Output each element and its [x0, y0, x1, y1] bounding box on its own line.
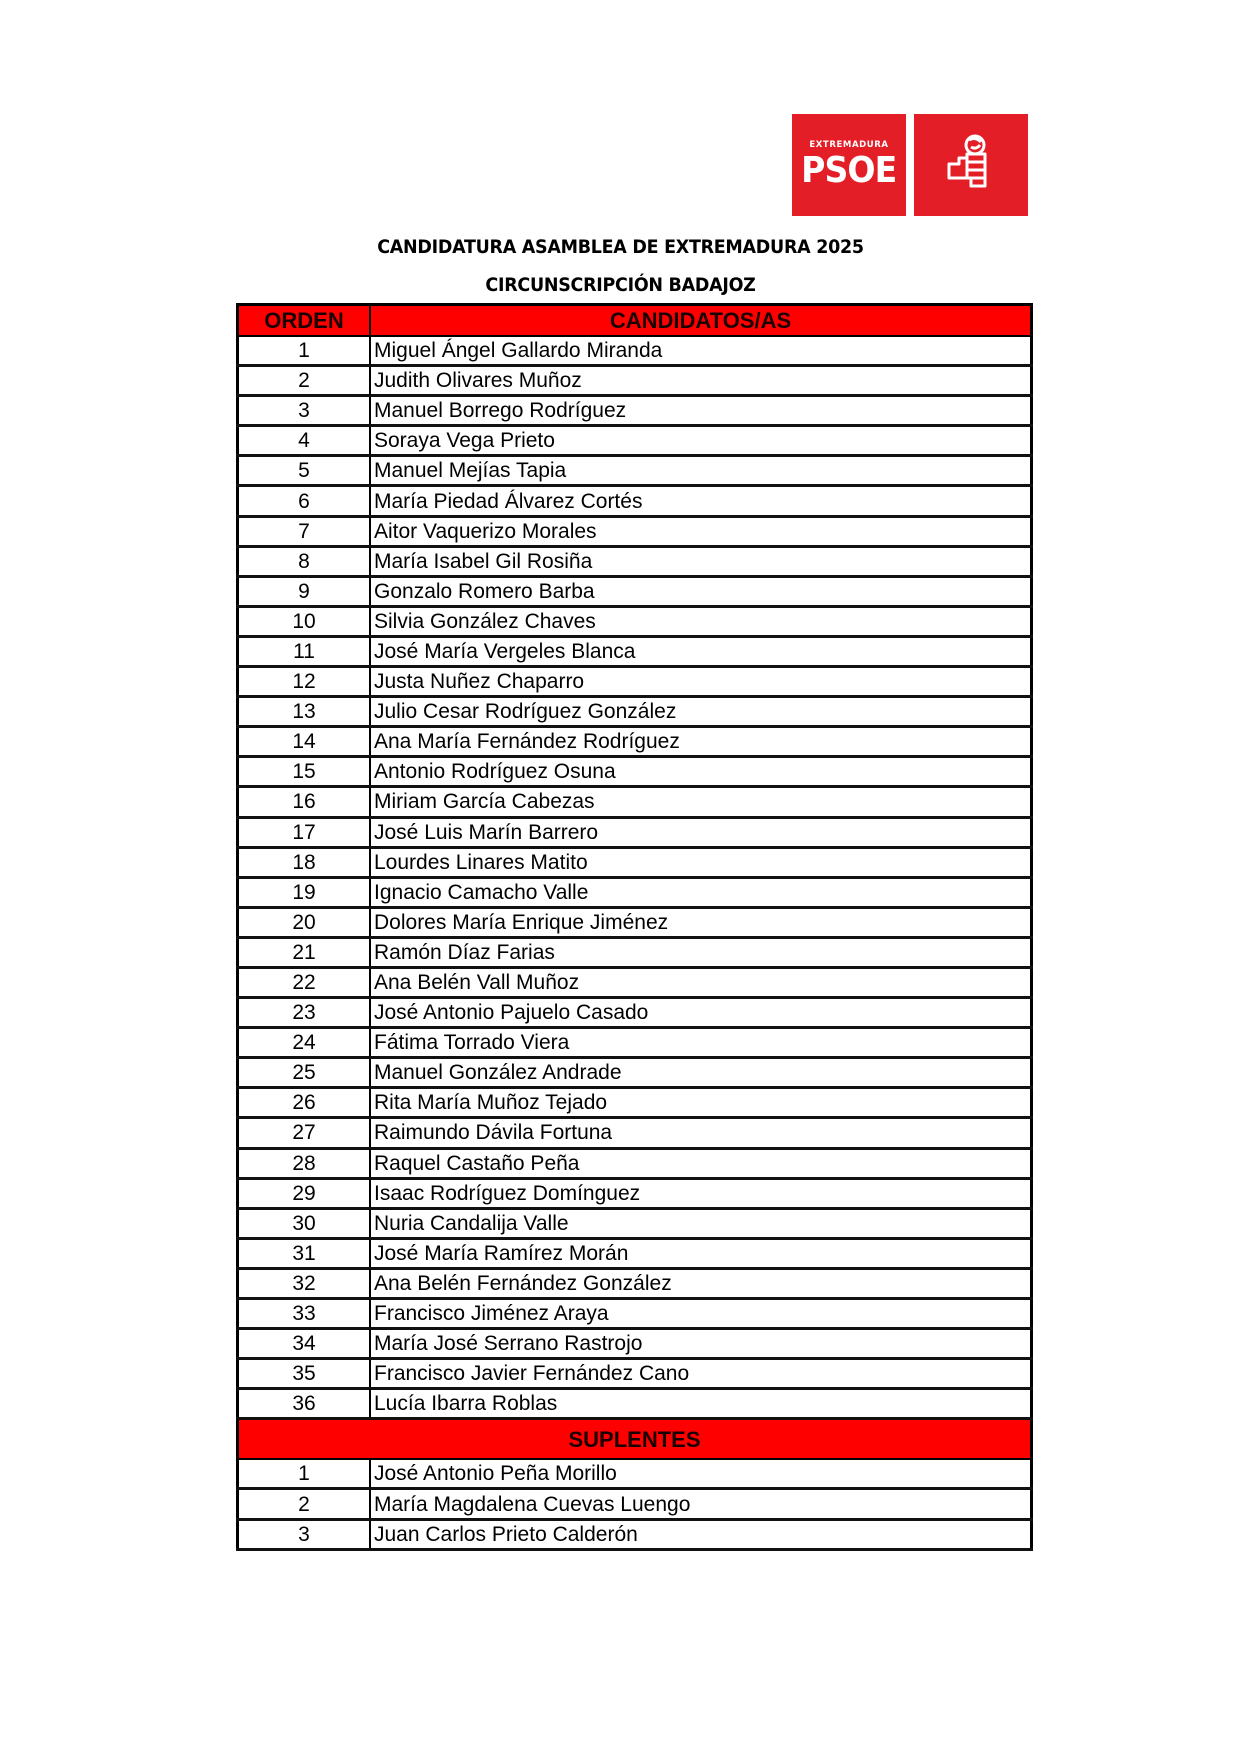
order-cell: 2 [238, 366, 371, 396]
name-cell: Justa Nuñez Chaparro [370, 667, 1032, 697]
name-cell: Raimundo Dávila Fortuna [370, 1118, 1032, 1148]
name-cell: José María Ramírez Morán [370, 1238, 1032, 1268]
candidate-row [238, 1268, 1032, 1298]
name-cell: María José Serrano Rastrojo [370, 1329, 1032, 1359]
candidate-row [238, 336, 1032, 366]
name-cell: Judith Olivares Muñoz [370, 366, 1032, 396]
order-cell: 4 [238, 426, 371, 456]
candidate-row [238, 1148, 1032, 1178]
name-cell: José María Vergeles Blanca [370, 636, 1032, 666]
name-cell: Ana Belén Fernández González [370, 1268, 1032, 1298]
logo-party: PSOE [801, 150, 897, 191]
candidates-body [238, 336, 1032, 1419]
name-cell: Antonio Rodríguez Osuna [370, 757, 1032, 787]
candidate-row [238, 727, 1032, 757]
order-cell: 36 [238, 1389, 371, 1419]
name-cell: Aitor Vaquerizo Morales [370, 516, 1032, 546]
candidate-row [238, 486, 1032, 516]
order-cell: 9 [238, 576, 371, 606]
substitutes-body [238, 1459, 1032, 1549]
substitute-row [238, 1459, 1032, 1489]
order-cell: 3 [238, 1519, 371, 1549]
order-cell: 33 [238, 1299, 371, 1329]
name-cell: Raquel Castaño Peña [370, 1148, 1032, 1178]
order-cell: 2 [238, 1489, 371, 1519]
name-cell: Rita María Muñoz Tejado [370, 1088, 1032, 1118]
order-cell: 11 [238, 636, 371, 666]
candidate-row [238, 667, 1032, 697]
document-title: CANDIDATURA ASAMBLEA DE EXTREMADURA 2025 [377, 236, 864, 258]
order-cell: 24 [238, 1028, 371, 1058]
order-cell: 7 [238, 516, 371, 546]
column-header-candidates: CANDIDATOS/AS [370, 305, 1032, 337]
name-cell: Ana Belén Vall Muñoz [370, 967, 1032, 997]
order-cell: 13 [238, 697, 371, 727]
candidate-row [238, 757, 1032, 787]
order-cell: 27 [238, 1118, 371, 1148]
order-cell: 19 [238, 877, 371, 907]
name-cell: Francisco Jiménez Araya [370, 1299, 1032, 1329]
candidate-row [238, 697, 1032, 727]
logo-region: EXTREMADURA [809, 140, 889, 150]
order-cell: 16 [238, 787, 371, 817]
substitutes-header: SUPLENTES [238, 1419, 1032, 1460]
candidate-row [238, 1118, 1032, 1148]
psoe-extremadura-logo [792, 114, 1028, 216]
order-cell: 32 [238, 1268, 371, 1298]
order-cell: 14 [238, 727, 371, 757]
order-cell: 12 [238, 667, 371, 697]
candidate-row [238, 606, 1032, 636]
candidate-row [238, 877, 1032, 907]
name-cell: Ramón Díaz Farias [370, 937, 1032, 967]
candidate-row [238, 1299, 1032, 1329]
order-cell: 28 [238, 1148, 371, 1178]
name-cell: María Piedad Álvarez Cortés [370, 486, 1032, 516]
order-cell: 30 [238, 1208, 371, 1238]
name-cell: Juan Carlos Prieto Calderón [370, 1519, 1032, 1549]
candidate-row [238, 1178, 1032, 1208]
candidates-table [236, 303, 1033, 1551]
name-cell: Nuria Candalija Valle [370, 1208, 1032, 1238]
substitutes-header-row [238, 1419, 1032, 1460]
candidate-row [238, 967, 1032, 997]
order-cell: 6 [238, 486, 371, 516]
candidate-row [238, 1088, 1032, 1118]
candidate-row [238, 937, 1032, 967]
document-subtitle: CIRCUNSCRIPCIÓN BADAJOZ [485, 274, 756, 296]
name-cell: Silvia González Chaves [370, 606, 1032, 636]
name-cell: Lourdes Linares Matito [370, 847, 1032, 877]
order-cell: 22 [238, 967, 371, 997]
order-cell: 20 [238, 907, 371, 937]
candidate-row [238, 636, 1032, 666]
candidate-row [238, 817, 1032, 847]
order-cell: 26 [238, 1088, 371, 1118]
table-header-row [238, 305, 1032, 337]
order-cell: 1 [238, 1459, 371, 1489]
candidate-row [238, 1389, 1032, 1419]
name-cell: Ana María Fernández Rodríguez [370, 727, 1032, 757]
order-cell: 23 [238, 998, 371, 1028]
order-cell: 1 [238, 336, 371, 366]
order-cell: 29 [238, 1178, 371, 1208]
candidate-row [238, 907, 1032, 937]
name-cell: Miriam García Cabezas [370, 787, 1032, 817]
candidate-row [238, 1208, 1032, 1238]
name-cell: Manuel Borrego Rodríguez [370, 396, 1032, 426]
candidate-row [238, 787, 1032, 817]
name-cell: Manuel González Andrade [370, 1058, 1032, 1088]
name-cell: Soraya Vega Prieto [370, 426, 1032, 456]
name-cell: Lucía Ibarra Roblas [370, 1389, 1032, 1419]
candidate-row [238, 516, 1032, 546]
candidate-row [238, 998, 1032, 1028]
name-cell: Manuel Mejías Tapia [370, 456, 1032, 486]
candidate-row [238, 456, 1032, 486]
name-cell: José Antonio Peña Morillo [370, 1459, 1032, 1489]
candidate-row [238, 1028, 1032, 1058]
candidate-row [238, 1238, 1032, 1268]
order-cell: 18 [238, 847, 371, 877]
substitute-row [238, 1519, 1032, 1549]
candidate-row [238, 546, 1032, 576]
order-cell: 3 [238, 396, 371, 426]
order-cell: 8 [238, 546, 371, 576]
column-header-order: ORDEN [238, 305, 371, 337]
name-cell: Miguel Ángel Gallardo Miranda [370, 336, 1032, 366]
name-cell: Gonzalo Romero Barba [370, 576, 1032, 606]
candidate-row [238, 847, 1032, 877]
fist-and-rose-icon [914, 114, 1028, 216]
logo-wordmark [792, 114, 906, 216]
candidate-row [238, 366, 1032, 396]
name-cell: Fátima Torrado Viera [370, 1028, 1032, 1058]
order-cell: 10 [238, 606, 371, 636]
candidate-row [238, 1329, 1032, 1359]
name-cell: María Isabel Gil Rosiña [370, 546, 1032, 576]
name-cell: Francisco Javier Fernández Cano [370, 1359, 1032, 1389]
candidate-row [238, 1058, 1032, 1088]
name-cell: Dolores María Enrique Jiménez [370, 907, 1032, 937]
candidate-row [238, 396, 1032, 426]
name-cell: Ignacio Camacho Valle [370, 877, 1032, 907]
substitute-row [238, 1489, 1032, 1519]
order-cell: 17 [238, 817, 371, 847]
candidate-row [238, 426, 1032, 456]
order-cell: 15 [238, 757, 371, 787]
order-cell: 35 [238, 1359, 371, 1389]
name-cell: José Luis Marín Barrero [370, 817, 1032, 847]
order-cell: 5 [238, 456, 371, 486]
name-cell: Isaac Rodríguez Domínguez [370, 1178, 1032, 1208]
candidate-row [238, 576, 1032, 606]
name-cell: Julio Cesar Rodríguez González [370, 697, 1032, 727]
name-cell: José Antonio Pajuelo Casado [370, 998, 1032, 1028]
candidate-row [238, 1359, 1032, 1389]
order-cell: 21 [238, 937, 371, 967]
order-cell: 25 [238, 1058, 371, 1088]
order-cell: 34 [238, 1329, 371, 1359]
order-cell: 31 [238, 1238, 371, 1268]
name-cell: María Magdalena Cuevas Luengo [370, 1489, 1032, 1519]
